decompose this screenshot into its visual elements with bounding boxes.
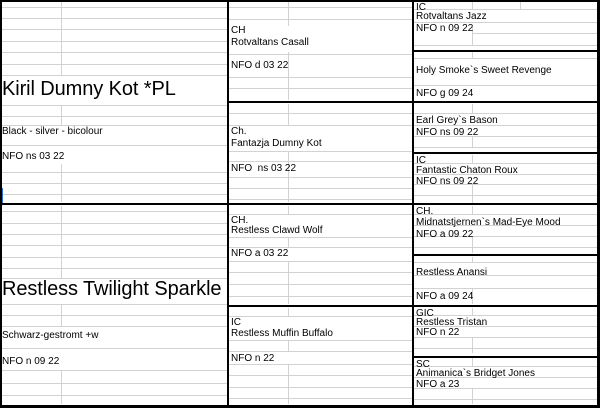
pedigree-cell-parent-2[interactable] xyxy=(0,204,229,408)
cat-ems-code: NFO n 09 22 xyxy=(2,356,60,367)
cat-title: CH xyxy=(231,25,246,36)
pedigree-cell-g3-1[interactable] xyxy=(414,0,599,52)
pedigree-cell-g3-5[interactable] xyxy=(414,204,599,255)
cat-name: Restless Muffin Buffalo xyxy=(231,328,333,339)
cat-ems-code: NFO ns 09 22 xyxy=(416,176,479,187)
cat-name: Restless Tristan xyxy=(416,317,488,328)
cat-ems-code: NFO a 09 22 xyxy=(416,229,474,240)
cat-title: IC xyxy=(416,155,426,166)
pedigree-cell-g2-2[interactable] xyxy=(229,102,413,205)
cat-title: SC xyxy=(416,359,430,370)
cat-ems-code: NFO n 22 xyxy=(416,327,460,338)
cat-name: Restless Anansi xyxy=(416,267,488,278)
cat-title: CH. xyxy=(231,215,249,226)
cat-name: Midnatstjernen`s Mad-Eye Mood xyxy=(416,217,561,228)
pedigree-cell-g3-7[interactable] xyxy=(414,306,599,357)
pedigree-cell-g3-4[interactable] xyxy=(414,153,599,204)
cat-ems-code: NFO a 23 xyxy=(416,379,460,390)
cat-name: Holy Smoke`s Sweet Revenge xyxy=(416,65,552,76)
pedigree-cell-g2-1[interactable] xyxy=(229,0,413,103)
cat-name: Fantazja Dumny Kot xyxy=(231,138,322,149)
pedigree-cell-g2-3[interactable] xyxy=(229,204,413,307)
pedigree-cell-g3-6[interactable] xyxy=(414,255,599,306)
cat-ems-code: NFO n 22 xyxy=(231,353,275,364)
cat-name: Kiril Dumny Kot *PL xyxy=(2,78,176,100)
cat-title: CH. xyxy=(416,206,434,217)
pedigree-cell-g3-2[interactable] xyxy=(414,51,599,102)
cat-ems-code: NFO ns 09 22 xyxy=(416,127,479,138)
cat-name: Animanica`s Bridget Jones xyxy=(416,368,535,379)
cat-ems-code: NFO n 09 22 xyxy=(416,23,474,34)
cat-name: Restless Clawd Wolf xyxy=(231,225,323,236)
cat-ems-code: NFO ns 03 22 xyxy=(2,151,65,162)
selection-marker xyxy=(0,188,3,203)
pedigree-cell-parent-1[interactable] xyxy=(0,0,229,205)
cat-title: IC xyxy=(231,317,241,328)
cat-ems-code: NFO a 03 22 xyxy=(231,248,289,259)
cat-name: Rotvaltans Casall xyxy=(231,37,309,48)
cat-ems-code: NFO g 09 24 xyxy=(416,88,474,99)
cat-title: GIC xyxy=(416,308,434,319)
cat-ems-code: NFO ns 03 22 xyxy=(231,163,297,174)
pedigree-cell-g2-4[interactable] xyxy=(229,306,413,408)
pedigree-cell-g3-3[interactable] xyxy=(414,102,599,153)
cat-title: IC xyxy=(416,2,426,13)
cat-ems-code: NFO a 09 24 xyxy=(416,291,474,302)
cat-color-description: Schwarz-gestromt +w xyxy=(2,330,99,341)
cat-title: Ch. xyxy=(231,126,247,137)
cat-name: Earl Grey`s Bason xyxy=(416,115,498,126)
cat-name: Restless Twilight Sparkle xyxy=(2,278,222,300)
cat-name: Rotvaltans Jazz xyxy=(416,11,487,22)
pedigree-cell-g3-8[interactable] xyxy=(414,357,599,408)
cat-color-description: Black - silver - bicolour xyxy=(2,126,103,137)
cat-ems-code: NFO d 03 22 xyxy=(231,60,289,71)
cat-name: Fantastic Chaton Roux xyxy=(416,165,518,176)
